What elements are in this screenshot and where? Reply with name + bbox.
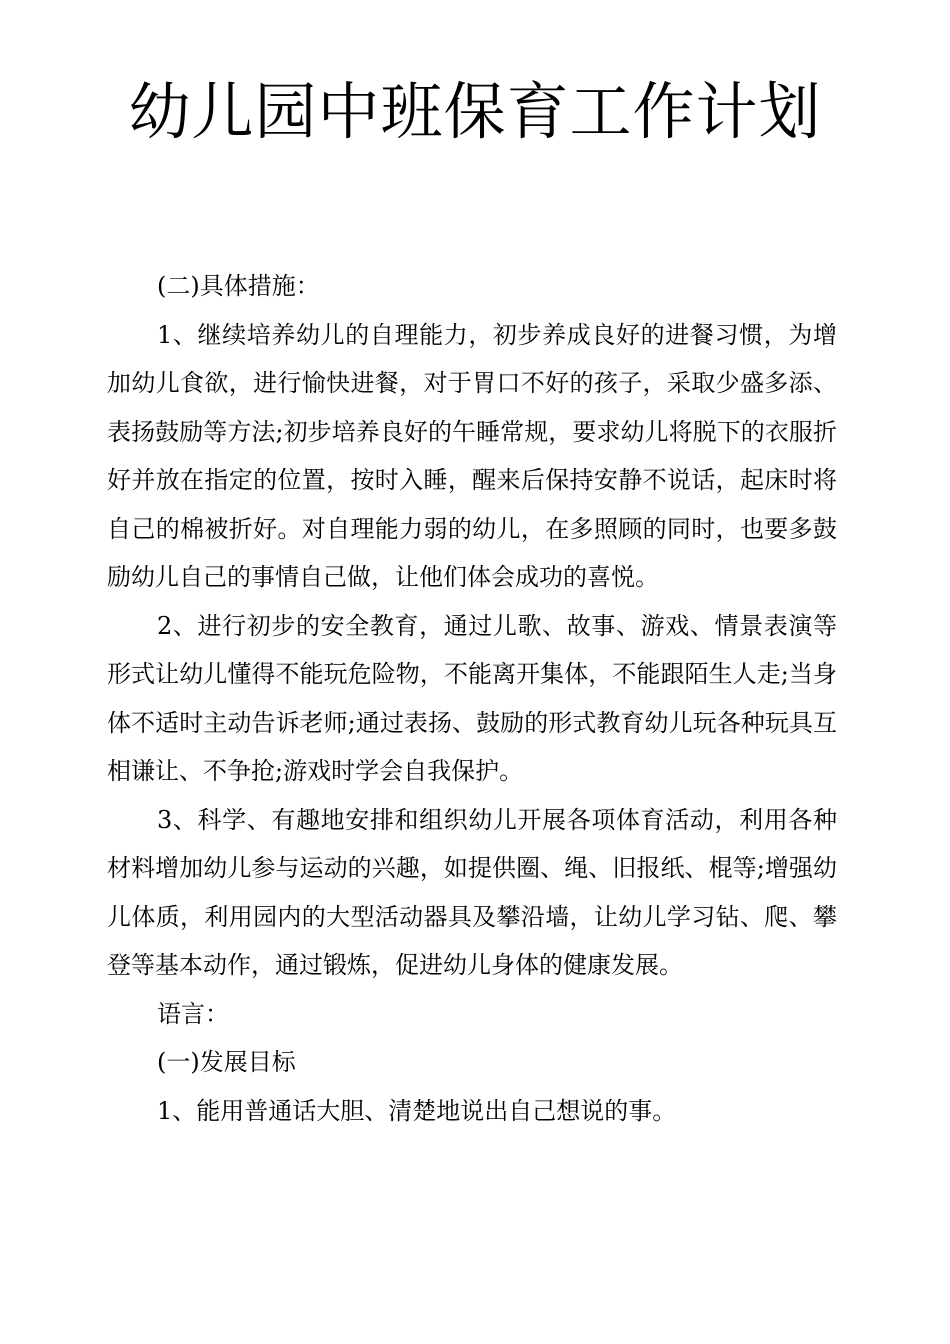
section-heading-language: 语言： [157, 999, 229, 1028]
section-heading-measures: (二)具体措施： [157, 272, 320, 300]
document-title: 幼儿园中班保育工作计划 [128, 75, 822, 148]
paragraph-self-care: 1、继续培养幼儿的自理能力，初步养成良好的进餐习惯，为增加幼儿食欲，进行愉快进餐，对于胃口不好的孩子，采取少盛多添、表扬鼓励等方法;初步培养良好的午睡常规，要求幼儿将脱下的衣服折好并放在指定的位置，按时入睡，醒来后保持安静不说话，起床时将自己的棉被折好。对自理能力弱的幼儿，在多照顾的同时，也要多鼓励幼儿自己的事情自己做，让他们体会成功的喜悦。 [107, 320, 837, 591]
paragraph-safety: 2、进行初步的安全教育，通过儿歌、故事、游戏、情景表演等形式让幼儿懂得不能玩危险物，不能离开集体，不能跟陌生人走;当身体不适时主动告诉老师;通过表扬、鼓励的形式教育幼儿玩各种玩具互相谦让、不争抢;游戏时学会自我保护。 [107, 611, 837, 785]
paragraph-goal-1: 1、能用普通话大胆、清楚地说出自己想说的事。 [157, 1096, 677, 1125]
paragraph-sports: 3、科学、有趣地安排和组织幼儿开展各项体育活动，利用各种材料增加幼儿参与运动的兴趣，如提供圈、绳、旧报纸、棍等;增强幼儿体质，利用园内的大型活动器具及攀沿墙，让幼儿学习钻、爬、攀登等基本动作，通过锻炼，促进幼儿身体的健康发展。 [107, 805, 837, 979]
document-body [107, 262, 837, 1135]
subheading-goals: (一)发展目标 [157, 1048, 296, 1076]
